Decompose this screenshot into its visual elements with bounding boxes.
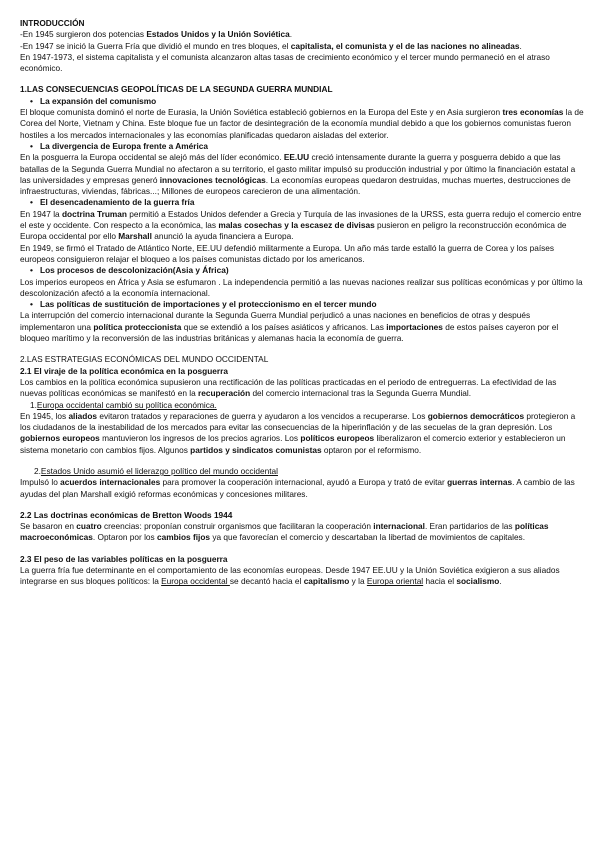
bold-text: guerras internas <box>447 477 513 488</box>
intro-paragraph-2 <box>20 41 584 52</box>
section-1-title: 1.LAS CONSECUENCIAS GEOPOLÍTICAS DE LA SEGUNDA GUERRA MUNDIAL <box>20 84 333 95</box>
bold-text: políticas macroeconómicas <box>20 521 549 543</box>
bold-text: malas cosechas y la escasez de divisas <box>218 220 375 231</box>
text-run: y la <box>349 576 367 587</box>
underlined-text: Europa oriental <box>366 576 424 587</box>
bullet-heading: Los procesos de descolonización(Asia y África) <box>40 265 229 276</box>
bold-text: socialismo <box>456 576 500 587</box>
text-run: En 1945, los <box>20 410 69 421</box>
bold-text: política proteccionista <box>93 321 182 332</box>
text-run: que se extendió a los países asiáticos y africanos. Las <box>181 321 387 332</box>
paragraph-divergencia-europa <box>20 152 584 197</box>
bullet-expansion-comunismo <box>20 96 584 107</box>
paragraph-2-1 <box>20 377 584 400</box>
bold-text: capitalismo <box>303 576 350 587</box>
bold-text: acuerdos internacionales <box>60 477 161 488</box>
list-item-heading: Europa occidental cambió su política económica. <box>36 399 217 410</box>
text-run: la de Corea del Norte, Vietnam y China. Este bloque fue un factor de desintegración de la economía mundial debido a que los gobiernos comunistas fueron hostiles a los mercados internacionales y las economías planificadas quedaron aisladas del exterior. <box>20 107 584 140</box>
text-run: . <box>519 40 522 51</box>
paragraph-descolonizacion <box>20 277 584 300</box>
underlined-text: Europa occidental <box>161 576 230 587</box>
paragraph-guerra-fria <box>20 209 584 243</box>
section-2-2-title: 2.2 Las doctrinas económicas de Bretton Woods 1944 <box>20 509 233 520</box>
text-run: Se basaron en <box>20 521 77 532</box>
text-run: mantuvieron los ingresos de los precios agrarios. Los <box>99 433 301 444</box>
bullet-heading: Las políticas de sustitución de importaciones y el proteccionismo en el tercer mundo <box>40 299 377 310</box>
bold-text: gobiernos democráticos <box>427 410 525 421</box>
paragraph-2-3 <box>20 565 584 588</box>
text-run: hacia el <box>423 576 457 587</box>
bullet-dot: • <box>30 265 33 276</box>
bullet-heading: La divergencia de Europa frente a América <box>40 140 208 151</box>
list-item-1-title <box>20 400 584 411</box>
text-run: Los cambios en la política económica supusieron una rectificación de las políticas practicadas en el periodo de entreguerras. La efectividad de las nuevas políticas económicas se manifestó en la <box>20 376 557 399</box>
intro-paragraph-1 <box>20 29 584 40</box>
text-run: La guerra fría fue determinante en el comportamiento de las economías europeas. Desde 1947 EE.UU y la Unión Soviética exigieron a sus aliados integrarse en sus bloques políticos: la <box>20 565 560 587</box>
bold-text: cambios fijos <box>156 532 211 543</box>
bullet-dot: • <box>30 197 33 208</box>
intro-paragraph-3 <box>20 52 584 75</box>
text-run: En 1949, se firmó el Tratado de Atlántico Norte, EE.UU defendió militarmente a Europa. Un año más tarde estalló la guerra de Corea y los países europeos consiguieron relajar el bloqueo a los países comunistas dictado por los americanos. <box>20 242 555 264</box>
text-run: pusieron en peligro la reconstrucción económica de Europa occidental por ello <box>20 220 567 242</box>
bullet-guerra-fria <box>20 197 584 208</box>
list-item-heading: Estados Unido asumió el liderazgo político del mundo occidental <box>40 465 278 476</box>
bold-text: políticos europeos <box>300 433 375 444</box>
bold-text: doctrina Truman <box>61 208 127 219</box>
list-number: 2. <box>34 465 41 476</box>
text-run: El bloque comunista dominó el norte de Eurasia, la Unión Soviética estableció gobiernos en la Europa del Este y en Asia surgieron <box>20 107 503 118</box>
paragraph-item-2 <box>20 477 584 500</box>
bold-text: EE.UU <box>283 152 310 163</box>
text-run: liberalizaron el comercio exterior y establecieron un sistema monetario con cambios fijos. Algunos <box>20 433 566 455</box>
bullet-divergencia-europa <box>20 141 584 152</box>
text-run: . A cambio de las ayudas del plan Marshall exigió reformas económicas y concesiones militares. <box>20 477 575 499</box>
text-run: . La economías europeas quedaron destruidas, muchas muertes, destrucciones de infraestructuras, viviendas, fábricas...; Millones de europeos carecieron de una alimentación. <box>20 174 571 197</box>
bullet-dot: • <box>30 140 33 151</box>
text-run: -En 1945 surgieron dos potencias <box>20 29 147 40</box>
paragraph-item-1 <box>20 411 584 456</box>
text-run: creencias: proponían construir organismos que facilitaran la cooperación <box>101 521 374 532</box>
text-run: protegieron a los ciudadanos de la inestabilidad de los mercados para evitar las consecuencias de la hiperinflación y de las secuelas de la gran depresión. Los <box>20 410 576 433</box>
text-run: anunció la ayuda financiera a Europa. <box>151 231 294 242</box>
bold-text: aliados <box>68 410 98 421</box>
text-run: optaron por el reformismo. <box>321 444 422 455</box>
text-run: de estos países cayeron por el bloqueo marítimo y la reconversión de las industrias británicas y alemanas hacia la economía de guerra. <box>20 321 559 344</box>
bold-text: internacional <box>373 521 425 532</box>
text-run: -En 1947 se inició la Guerra Fría que dividió el mundo en tres bloques, el <box>20 40 291 51</box>
text-run: . Optaron por los <box>92 532 157 543</box>
bold-text: Marshall <box>118 231 152 242</box>
text-run: ya que favorecían el comercio y descartaban la libertad de movimientos de capitales. <box>210 532 526 543</box>
list-number: 1. <box>30 399 37 410</box>
section-2-3-title: 2.3 El peso de las variables políticas en la posguerra <box>20 553 228 564</box>
text-run: creció intensamente durante la guerra y posguerra debido a que las batallas de la Segunda Guerra Mundial no afectaron a su territorio, el gasto militar impulsó su producción industrial y por último la financiación estatal a las universidades y empresas generó <box>20 152 576 185</box>
section-2-1-title: 2.1 El viraje de la política económica en la posguerra <box>20 365 228 376</box>
text-run: Impulsó lo <box>20 477 61 488</box>
paragraph-expansion-comunismo <box>20 107 584 141</box>
bold-text: importaciones <box>386 321 443 332</box>
bullet-dot: • <box>30 95 33 106</box>
bold-text: innovaciones tecnológicas <box>159 174 266 185</box>
list-item-2-title <box>20 466 584 477</box>
paragraph-2-2 <box>20 521 584 544</box>
bold-text: recuperación <box>198 388 251 399</box>
bold-text: partidos y sindicatos comunistas <box>190 444 322 455</box>
bullet-dot: • <box>30 299 33 310</box>
bold-text: gobiernos europeos <box>20 433 100 444</box>
text-run: para promover la cooperación internacional, ayudó a Europa y trató de evitar <box>160 477 448 488</box>
document-page <box>20 18 584 588</box>
text-run: En 1947 la <box>20 208 62 219</box>
bold-text: Estados Unidos y la Unión Soviética <box>146 29 290 40</box>
intro-title: INTRODUCCIÓN <box>20 18 85 28</box>
paragraph-guerra-fria-2 <box>20 243 584 266</box>
text-run: En la posguerra la Europa occidental se alejó más del líder económico. <box>20 152 284 163</box>
bold-text: cuatro <box>76 521 102 532</box>
text-run: . <box>499 576 502 587</box>
text-run: La interrupción del comercio internacional durante la Segunda Guerra Mundial perjudicó a unas naciones en beneficios de otras y después implementaron una <box>20 310 531 332</box>
bold-text: tres economías <box>502 107 564 118</box>
text-run: evitaron tratados y reparaciones de guerra y ayudaron a los vencidos a recuperarse. Los <box>97 410 428 421</box>
text-run: se decantó hacia el <box>229 576 304 587</box>
text-run: del comercio internacional tras la Segunda Guerra Mundial. <box>250 388 472 399</box>
text-run: . <box>289 29 293 40</box>
paragraph-sustitucion-importaciones <box>20 310 584 344</box>
text-run: En 1947-1973, el sistema capitalista y el comunista alcanzaron altas tasas de crecimiento económico y el tercer mundo permaneció en el atraso económico. <box>20 51 550 74</box>
section-2-title: 2.LAS ESTRATEGIAS ECONÓMICAS DEL MUNDO OCCIDENTAL <box>20 354 269 365</box>
bold-text: capitalista, el comunista y el de las naciones no alineadas <box>290 40 520 51</box>
bullet-descolonizacion <box>20 265 584 276</box>
text-run: . Eran partidarios de las <box>424 521 515 532</box>
bullet-heading: El desencadenamiento de la guerra fría <box>40 197 195 208</box>
text-run: Los imperios europeos en África y Asia se esfumaron . La independencia permitió a las nuevas naciones realizar sus políticas económicas y por último la descolonización afectó a la economía internacional. <box>20 276 583 298</box>
bullet-heading: La expansión del comunismo <box>40 95 157 106</box>
text-run: permitió a Estados Unidos defender a Grecia y Turquía de las invasiones de la URSS, esta guerra redujo el comercio entre el este y occidente. Con respecto a la económica, las <box>20 208 582 231</box>
bullet-sustitucion-importaciones <box>20 299 584 310</box>
